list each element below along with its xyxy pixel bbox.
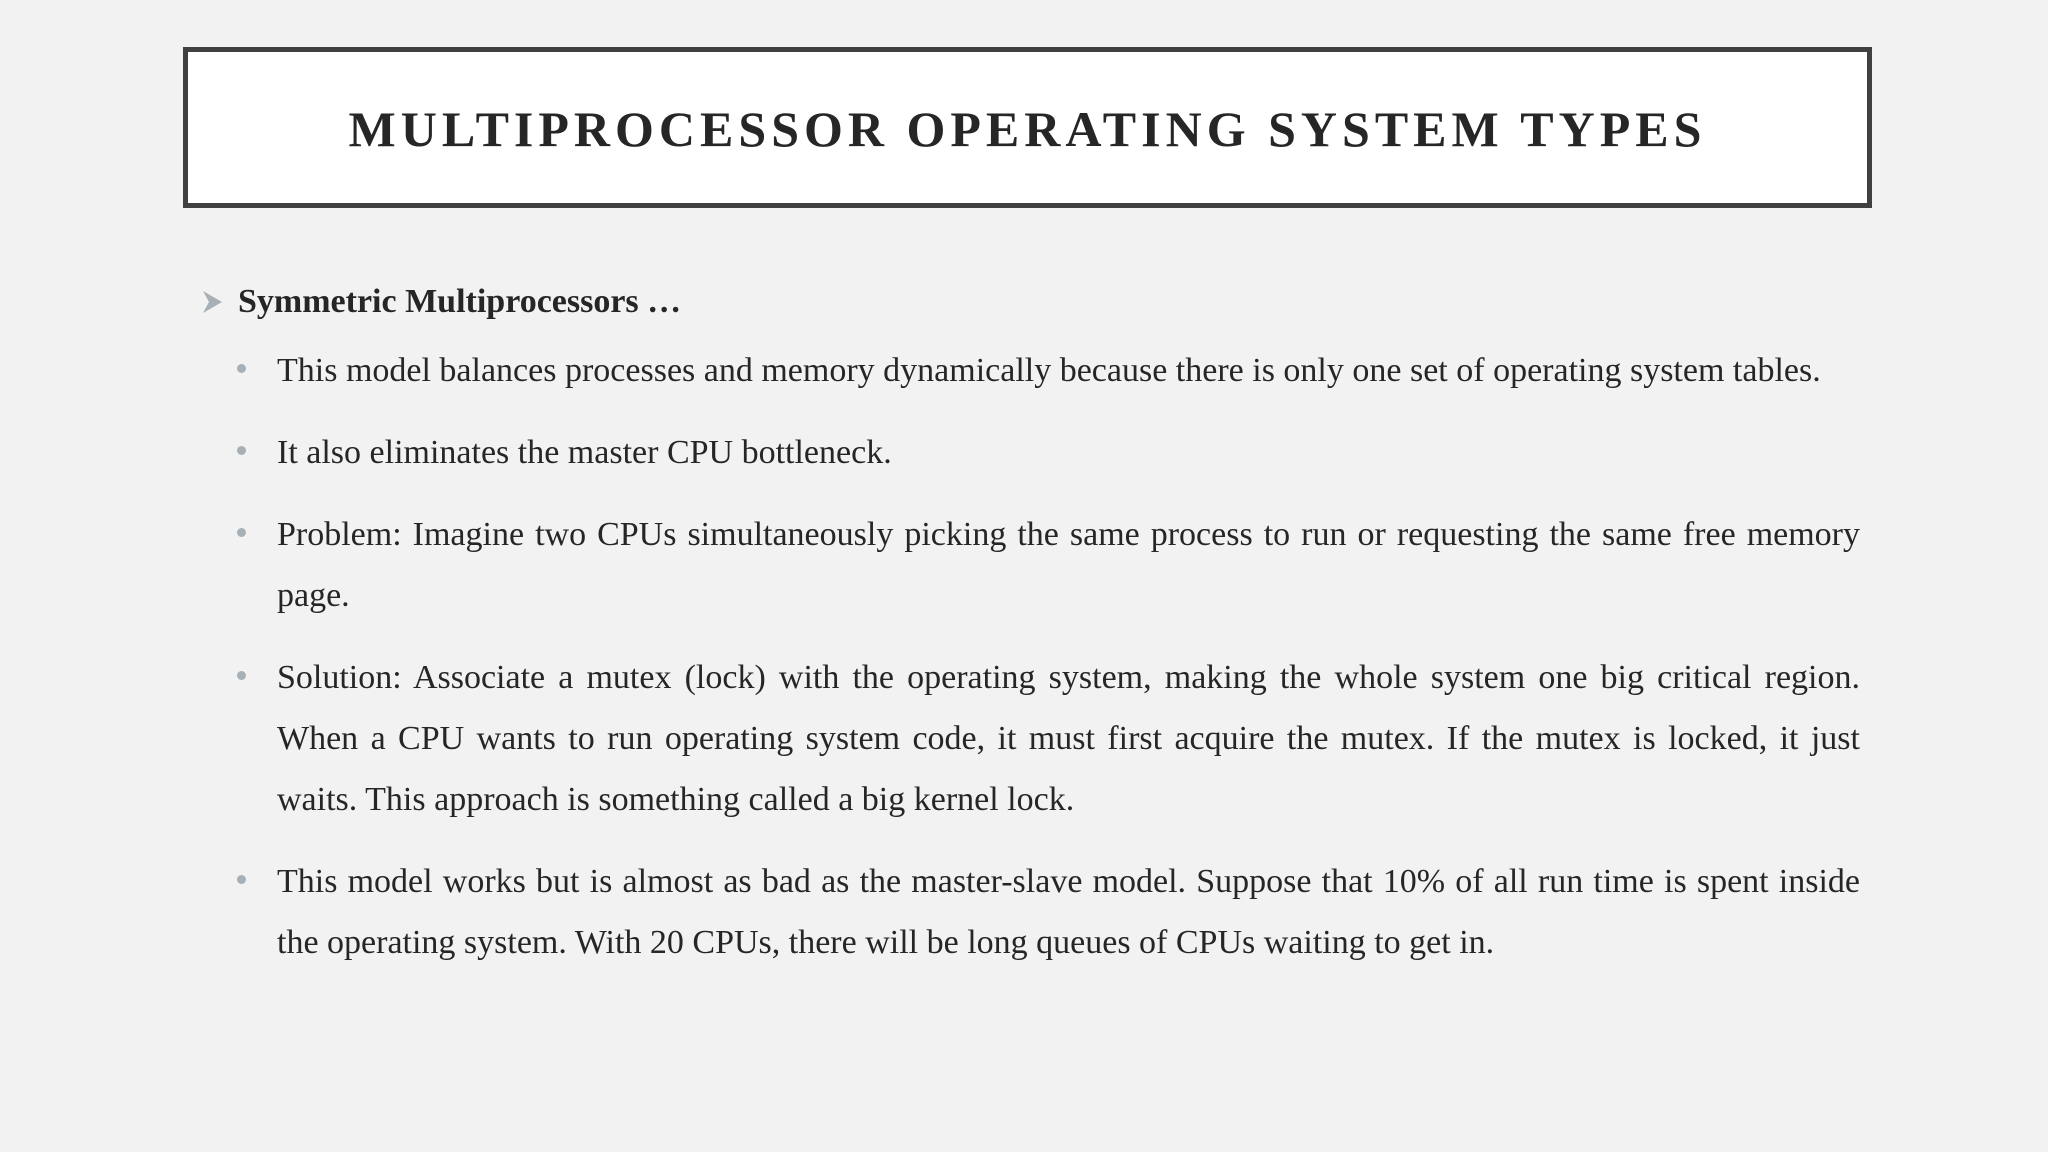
title-box <box>183 47 1872 208</box>
slide-title: MULTIPROCESSOR OPERATING SYSTEM TYPES <box>348 100 1707 157</box>
bullet-text: This model balances processes and memory dynamically because there is only one set of operating system tables. <box>277 352 1821 389</box>
list-item <box>200 647 1860 830</box>
bullet-list <box>200 340 1860 973</box>
section-heading-text: Symmetric Multiprocessors … <box>238 283 682 320</box>
list-item <box>200 340 1860 401</box>
arrow-bullet-icon <box>200 287 226 317</box>
slide-content <box>200 276 1860 994</box>
list-item <box>200 422 1860 483</box>
bullet-dot-icon <box>237 446 246 455</box>
section-heading <box>200 276 1860 328</box>
bullet-text: Problem: Imagine two CPUs simultaneously picking the same process to run or requesting the same free memory page. <box>277 516 1860 614</box>
bullet-dot-icon <box>237 875 246 884</box>
bullet-text: Solution: Associate a mutex (lock) with the operating system, making the whole system one big critical region. When a CPU wants to run operating system code, it must first acquire the mutex. If the mutex is locked, it just waits. This approach is something called a big kernel lock. <box>277 659 1860 818</box>
list-item <box>200 851 1860 973</box>
bullet-text: This model works but is almost as bad as the master-slave model. Suppose that 10% of all run time is spent inside the operating system. With 20 CPUs, there will be long queues of CPUs waiting to get in. <box>277 863 1860 961</box>
list-item <box>200 504 1860 626</box>
bullet-dot-icon <box>237 528 246 537</box>
bullet-dot-icon <box>237 671 246 680</box>
bullet-text: It also eliminates the master CPU bottleneck. <box>277 434 892 471</box>
bullet-dot-icon <box>237 364 246 373</box>
